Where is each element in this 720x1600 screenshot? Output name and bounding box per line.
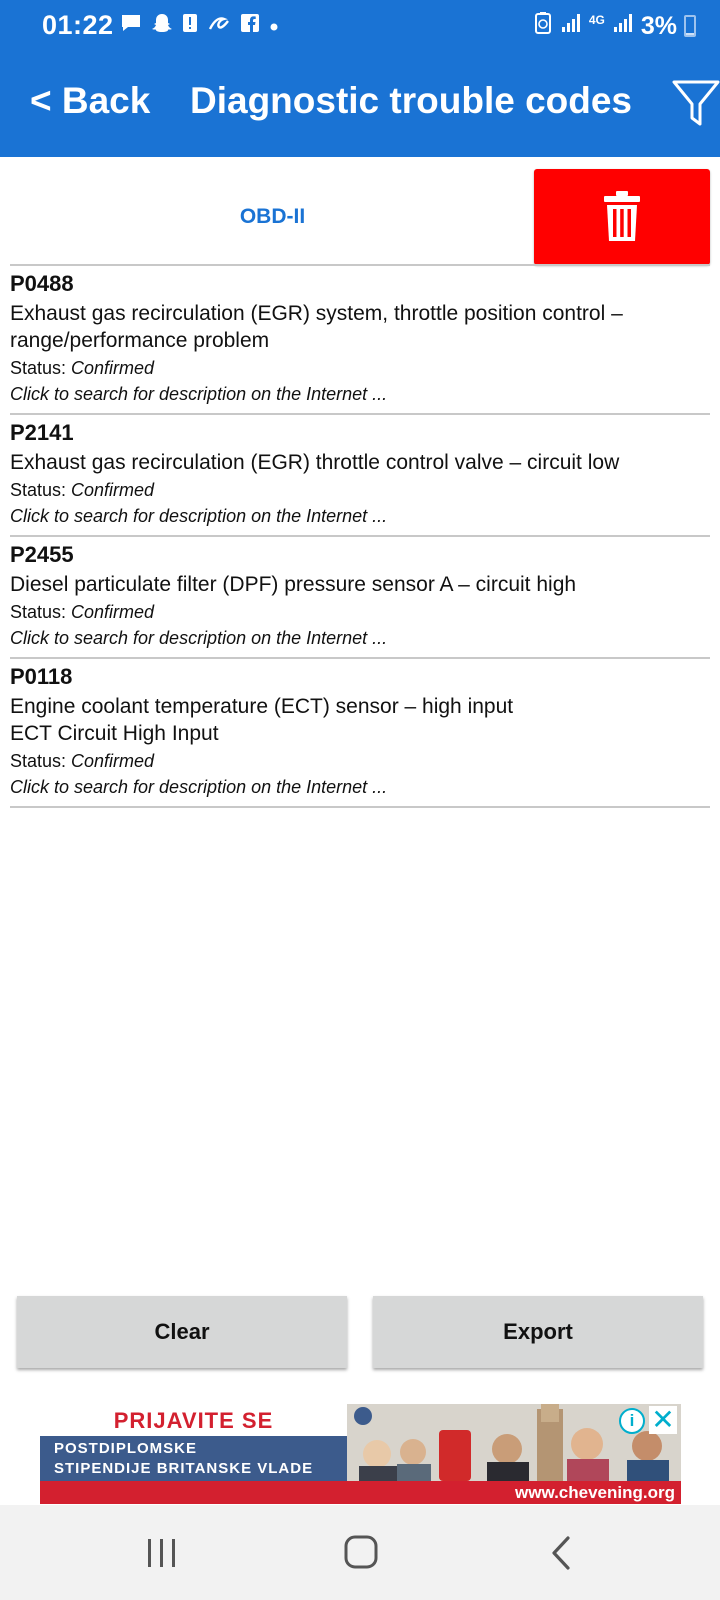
dtc-status-value: Confirmed: [71, 602, 155, 622]
page-title: Diagnostic trouble codes: [190, 80, 633, 121]
home-button[interactable]: [332, 1525, 392, 1581]
dtc-status-label: Status:: [10, 480, 72, 500]
dtc-status-value: Confirmed: [71, 751, 155, 771]
app-header: [0, 0, 720, 157]
dtc-item-p0488[interactable]: [10, 266, 710, 415]
system-back-button[interactable]: [534, 1525, 594, 1581]
dtc-item-p0118[interactable]: [10, 659, 710, 808]
toolbar: [0, 62, 720, 142]
info-icon[interactable]: i: [619, 1408, 645, 1434]
status-time: 01:22: [42, 10, 114, 40]
dtc-status-value: Confirmed: [71, 480, 155, 500]
dtc-status-value: Confirmed: [71, 358, 155, 378]
link-icon: [207, 13, 231, 39]
signal-icon: [560, 12, 582, 40]
battery-icon: [684, 15, 696, 37]
dtc-code: P2141: [10, 420, 74, 445]
dtc-status: [10, 748, 710, 774]
dtc-item-p2455[interactable]: [10, 537, 710, 659]
protocol-row: [0, 157, 720, 265]
dtc-item-p2141[interactable]: [10, 415, 710, 537]
dtc-code: P0488: [10, 271, 74, 296]
dtc-search-link[interactable]: Click to search for description on the Internet ...: [10, 777, 388, 797]
filter-icon: [672, 78, 720, 128]
dtc-search-link[interactable]: Click to search for description on the Internet ...: [10, 384, 388, 404]
system-nav-bar: [0, 1505, 720, 1600]
dtc-description: Engine coolant temperature (ECT) sensor – high input: [10, 695, 514, 718]
filter-button[interactable]: [672, 78, 720, 126]
dtc-description-secondary: ECT Circuit High Input: [10, 722, 219, 745]
dtc-description: Exhaust gas recirculation (EGR) system, throttle position control – range/performance problem: [10, 302, 623, 352]
protocol-label[interactable]: OBD-II: [239, 205, 306, 228]
recycle-icon: [533, 11, 553, 41]
notification-icons: [120, 12, 279, 40]
dtc-description: Exhaust gas recirculation (EGR) throttle control valve – circuit low: [10, 451, 620, 474]
dot-icon: [269, 14, 279, 38]
dtc-status-label: Status:: [10, 751, 72, 771]
bottom-buttons: [0, 1296, 720, 1368]
dtc-status: [10, 355, 710, 381]
close-icon[interactable]: ✕: [649, 1406, 677, 1434]
dtc-search-link[interactable]: Click to search for description on the Internet ...: [10, 628, 388, 648]
chat-icon: [120, 13, 142, 39]
dtc-status-label: Status:: [10, 358, 72, 378]
recent-apps-icon: [132, 1525, 192, 1581]
system-status-icons: [533, 11, 696, 41]
ad-cta: PRIJAVITE SE: [113, 1408, 274, 1433]
ad-subtitle: [40, 1436, 347, 1481]
ad-footer: [40, 1481, 681, 1504]
dtc-status-label: Status:: [10, 602, 72, 622]
dtc-status: [10, 477, 710, 503]
trash-icon: [603, 191, 641, 243]
ad-url[interactable]: www.chevening.org: [515, 1483, 675, 1502]
back-icon: [534, 1525, 594, 1581]
delete-codes-button[interactable]: [534, 169, 710, 265]
signal-4g-icon: 4G: [588, 13, 605, 27]
ad-subtitle-line1: POSTDIPLOMSKE: [54, 1440, 198, 1457]
status-bar: [0, 0, 720, 50]
facebook-icon: [240, 13, 260, 39]
battery-percent: 3%: [640, 11, 677, 40]
home-icon: [332, 1525, 392, 1581]
snapchat-icon: [151, 12, 173, 40]
dtc-search-link[interactable]: Click to search for description on the Internet ...: [10, 506, 388, 526]
recent-apps-button[interactable]: [132, 1525, 192, 1581]
dtc-status: [10, 599, 710, 625]
back-button[interactable]: < Back: [30, 80, 151, 121]
dtc-list: [0, 266, 720, 808]
signal-icon-2: [612, 12, 634, 40]
alert-icon: [182, 12, 198, 40]
dtc-code: P2455: [10, 542, 74, 567]
ad-banner[interactable]: [40, 1404, 681, 1504]
ad-subtitle-line2: STIPENDIJE BRITANSKE VLADE: [54, 1460, 314, 1477]
dtc-code: P0118: [10, 664, 73, 689]
export-button[interactable]: Export: [373, 1296, 703, 1368]
dtc-description: Diesel particulate filter (DPF) pressure sensor A – circuit high: [10, 573, 577, 596]
clear-button[interactable]: Clear: [17, 1296, 347, 1368]
